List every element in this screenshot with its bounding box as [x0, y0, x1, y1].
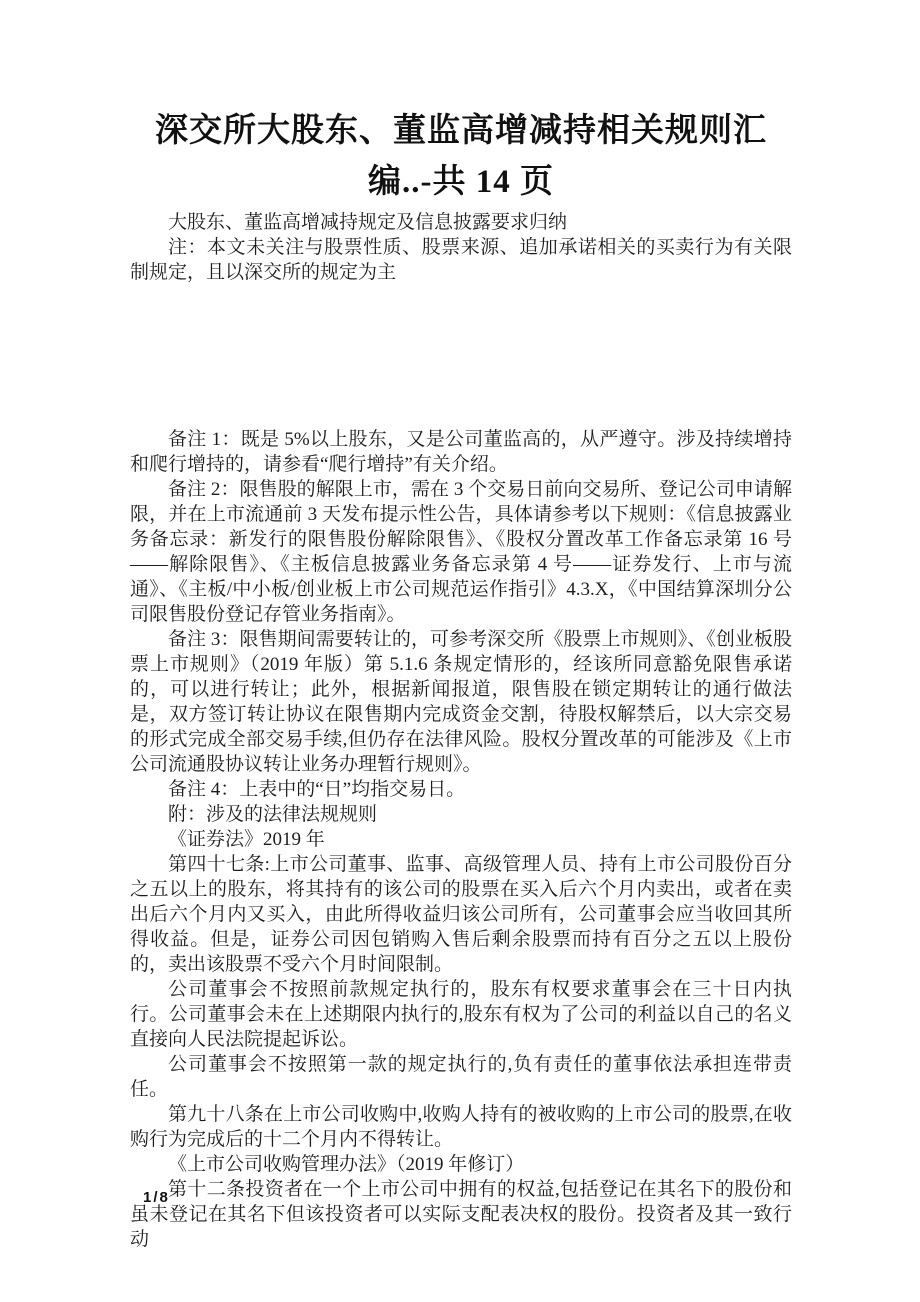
paragraph-remark-2: 备注 2：限售股的解限上市，需在 3 个交易日前向交易所、登记公司申请解限，并在上市流通前 3 天发布提示性公告，具体请参考以下规则：《信息披露业务备忘录：新发行的限售股份解除限售》、《股权分置改革工作备忘录第 16 号——解除限售》、《主板信息披露业务备忘录第 4 号——证券发行、上市与流通》、《主板/中小板/创业板上市公司规范运作指引》4.3.X，《中国结算深圳分公司限售股份登记存管业务指南》。 [130, 479, 792, 625]
paragraph-article-47-liability: 公司董事会不按照第一款的规定执行的,负有责任的董事依法承担连带责任。 [130, 1054, 792, 1100]
paragraph-remark-1: 备注 1：既是 5%以上股东，又是公司董监高的，从严遵守。涉及持续增持和爬行增持的，请参看“爬行增持”有关介绍。 [130, 429, 792, 475]
blank-gap [130, 285, 792, 427]
document-title: 深交所大股东、董监高增减持相关规则汇编..-共 14 页 [155, 113, 767, 200]
page-number: 1/8 [143, 1189, 170, 1206]
paragraph-remark-4: 备注 4：上表中的“日”均指交易日。 [168, 779, 466, 800]
document-content [130, 0, 792, 1252]
paragraph-article-47: 第四十七条:上市公司董事、监事、高级管理人员、持有上市公司股份百分之五以上的股东，将其持有的该公司的股票在买入后六个月内卖出，或者在卖出后六个月内又买入，由此所得收益归该公司所有，公司董事会应当收回其所得收益。但是，证券公司因包销购入售后剩余股票而持有百分之五以上股份的，卖出该股票不受六个月时间限制。 [130, 854, 792, 975]
document-subtitle: 大股东、董监高增减持规定及信息披露要求归纳 [168, 212, 568, 233]
document-note: 注：本文未关注与股票性质、股票来源、追加承诺相关的买卖行为有关限制规定，且以深交所的规定为主 [130, 237, 792, 283]
paragraph-takeover-measures-heading: 《上市公司收购管理办法》（2019 年修订） [168, 1154, 525, 1175]
paragraph-article-47-cont: 公司董事会不按照前款规定执行的，股东有权要求董事会在三十日内执行。公司董事会未在上述期限内执行的,股东有权为了公司的利益以自己的名义直接向人民法院提起诉讼。 [130, 979, 792, 1050]
paragraph-remark-3: 备注 3：限售期间需要转让的，可参考深交所《股票上市规则》、《创业板股票上市规则》（2019 年版）第 5.1.6 条规定情形的，经该所同意豁免限售承诺的，可以进行转让；此外，根据新闻报道，限售股在锁定期转让的通行做法是，双方签订转让协议在限售期内完成资金交割，待股权解禁后，以大宗交易的形式完成全部交易手续,但仍存在法律风险。股权分置改革的可能涉及《上市公司流通股协议转让业务办理暂行规则》。 [130, 629, 792, 775]
paragraph-article-98: 第九十八条在上市公司收购中,收购人持有的被收购的上市公司的股票,在收购行为完成后的十二个月内不得转让。 [130, 1104, 792, 1150]
paragraph-article-12: 第十二条投资者在一个上市公司中拥有的权益,包括登记在其名下的股份和虽未登记在其名下但该投资者可以实际支配表决权的股份。投资者及其一致行动 [130, 1179, 792, 1250]
paragraph-securities-law-heading: 《证券法》2019 年 [168, 829, 325, 850]
paragraph-appendix-heading: 附：涉及的法律法规规则 [168, 804, 378, 825]
